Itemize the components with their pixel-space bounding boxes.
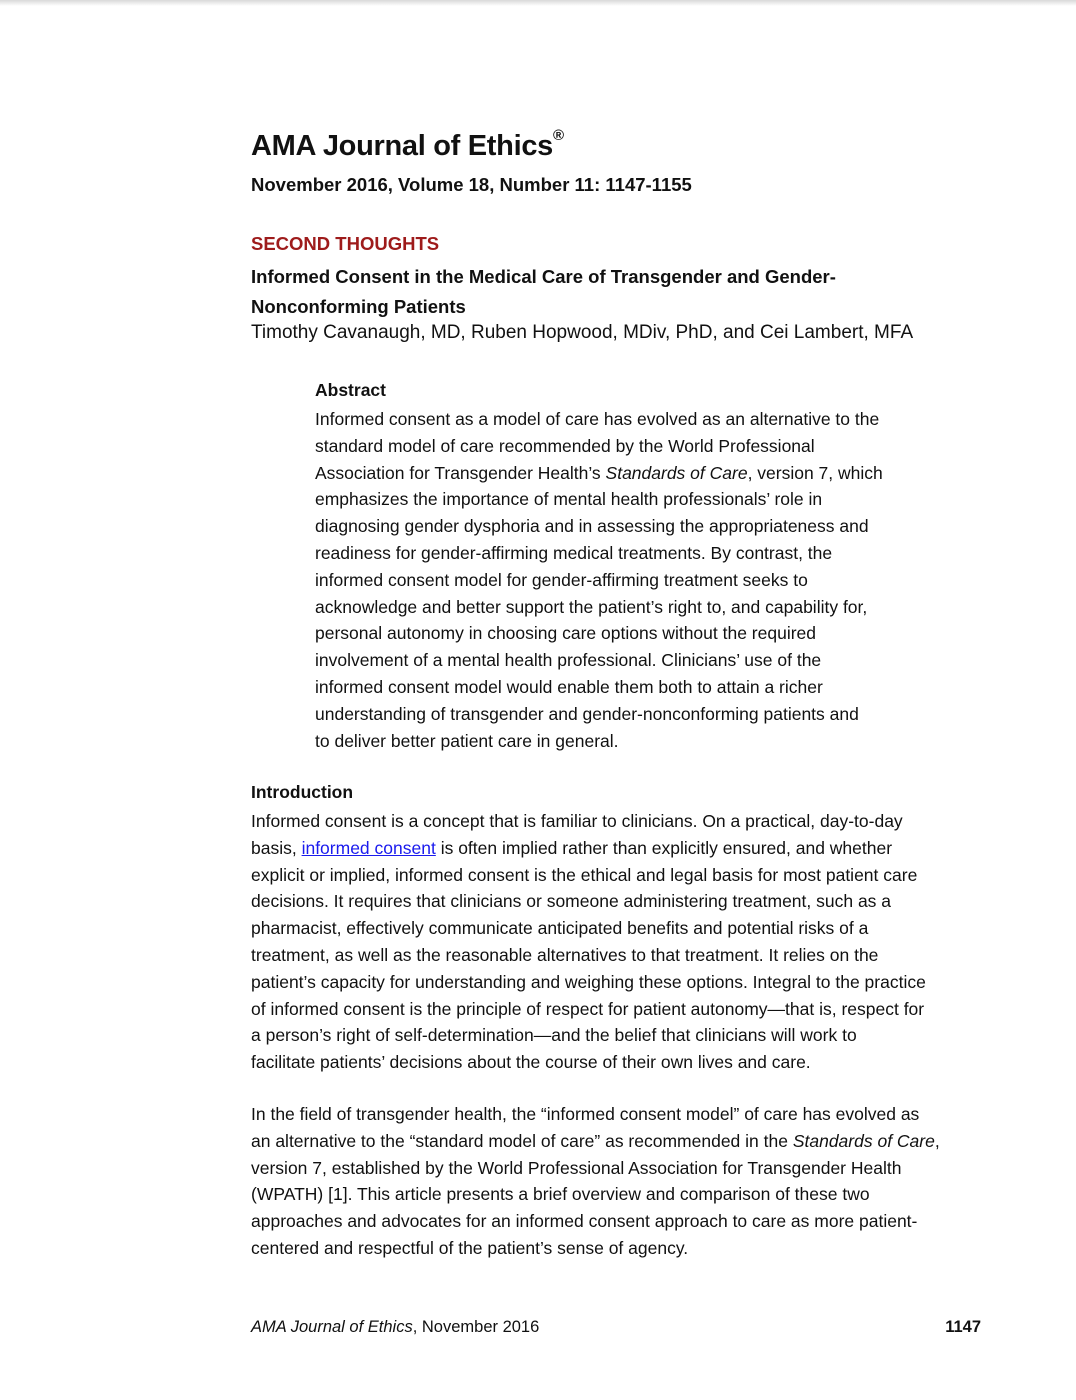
paragraph-line: of informed consent is the principle of respect for patient autonomy—that is, respect for	[251, 998, 925, 1019]
abstract-text: , version 7, which	[747, 462, 883, 483]
abstract-line: acknowledge and better support the patient’s right to, and capability for,	[315, 596, 868, 617]
paragraph-line: (WPATH) [1]. This article presents a brief overview and comparison of these two	[251, 1184, 870, 1205]
registered-mark: ®	[552, 127, 564, 145]
introduction-heading: Introduction	[251, 782, 354, 802]
paragraph-line: version 7, established by the World Professional Association for Transgender Health	[251, 1157, 902, 1178]
footer-citation	[251, 1318, 539, 1337]
introduction-paragraph-2	[251, 1101, 983, 1262]
paragraph-line: patient’s capacity for understanding and weighing these options. Integral to the practice	[251, 971, 926, 992]
abstract-line: to deliver better patient care in general.	[315, 730, 619, 751]
article-title-line: Nonconforming Patients	[251, 296, 466, 317]
paragraph-line: decisions. It requires that clinicians or someone administering treatment, such as a	[251, 891, 892, 912]
journal-title	[251, 127, 564, 163]
article-title-line: Informed Consent in the Medical Care of Transgender and Gender-	[251, 266, 836, 287]
paragraph-line: Informed consent is a concept that is familiar to clinicians. On a practical, day-to-day	[251, 811, 903, 831]
abstract-line: involvement of a mental health professional. Clinicians’ use of the	[315, 650, 822, 671]
viewer-top-shadow	[0, 0, 1076, 6]
journal-title-text: AMA Journal of Ethics	[251, 130, 553, 162]
standards-of-care-italic: Standards of Care	[605, 462, 748, 483]
paragraph-line: approaches and advocates for an informed consent approach to care as more patient-	[251, 1211, 918, 1232]
paragraph-line: centered and respectful of the patient’s sense of agency.	[251, 1237, 689, 1258]
paragraph-line: treatment, as well as the reasonable alternatives to that treatment. It relies on the	[251, 944, 879, 965]
abstract-line: Informed consent as a model of care has evolved as an alternative to the	[315, 409, 880, 429]
abstract-text: Association for Transgender Health’s	[315, 462, 606, 483]
abstract-line: diagnosing gender dysphoria and in assessing the appropriateness and	[315, 516, 869, 537]
paragraph-text: an alternative to the “standard model of care” as recommended in the	[251, 1130, 793, 1151]
abstract-line: readiness for gender-affirming medical treatments. By contrast, the	[315, 542, 833, 563]
paragraph-text: basis,	[251, 837, 302, 858]
standards-of-care-italic: Standards of Care	[792, 1130, 935, 1151]
footer-journal-italic: AMA Journal of Ethics	[251, 1318, 413, 1336]
paragraph-line: a person’s right of self-determination—and the belief that clinicians will work to	[251, 1025, 857, 1046]
paragraph-text: ,	[934, 1130, 940, 1151]
article-title	[251, 262, 891, 322]
paragraph-line: facilitate patients’ decisions about the course of their own lives and care.	[251, 1052, 811, 1073]
issue-line: November 2016, Volume 18, Number 11: 1147-1155	[251, 174, 692, 195]
abstract-line: informed consent model would enable them both to attain a richer	[315, 676, 823, 697]
footer-date: , November 2016	[412, 1318, 540, 1336]
paragraph-line: explicit or implied, informed consent is the ethical and legal basis for most patient care	[251, 864, 918, 885]
abstract-line: informed consent model for gender-affirming treatment seeks to	[315, 569, 808, 590]
abstract-line: personal autonomy in choosing care options without the required	[315, 623, 817, 644]
abstract-line: emphasizes the importance of mental health professionals’ role in	[315, 489, 823, 510]
abstract-line: standard model of care recommended by the World Professional	[315, 435, 815, 456]
abstract-heading: Abstract	[315, 380, 386, 400]
paragraph-line	[251, 835, 983, 862]
abstract-body	[315, 406, 915, 754]
abstract-line: understanding of transgender and gender-nonconforming patients and	[315, 703, 859, 724]
paragraph-line	[251, 1128, 983, 1155]
section-label: SECOND THOUGHTS	[251, 233, 440, 254]
introduction-paragraph-1	[251, 808, 983, 1076]
abstract-line	[315, 460, 915, 487]
page-number: 1147	[945, 1318, 981, 1336]
informed-consent-link[interactable]: informed consent	[301, 837, 436, 858]
paragraph-line: pharmacist, effectively communicate anticipated benefits and potential risks of a	[251, 918, 869, 939]
article-authors: Timothy Cavanaugh, MD, Ruben Hopwood, MDiv, PhD, and Cei Lambert, MFA	[251, 322, 914, 343]
paragraph-text: is often implied rather than explicitly ensured, and whether	[435, 837, 893, 858]
paragraph-line: In the field of transgender health, the “informed consent model” of care has evolved as	[251, 1104, 920, 1124]
